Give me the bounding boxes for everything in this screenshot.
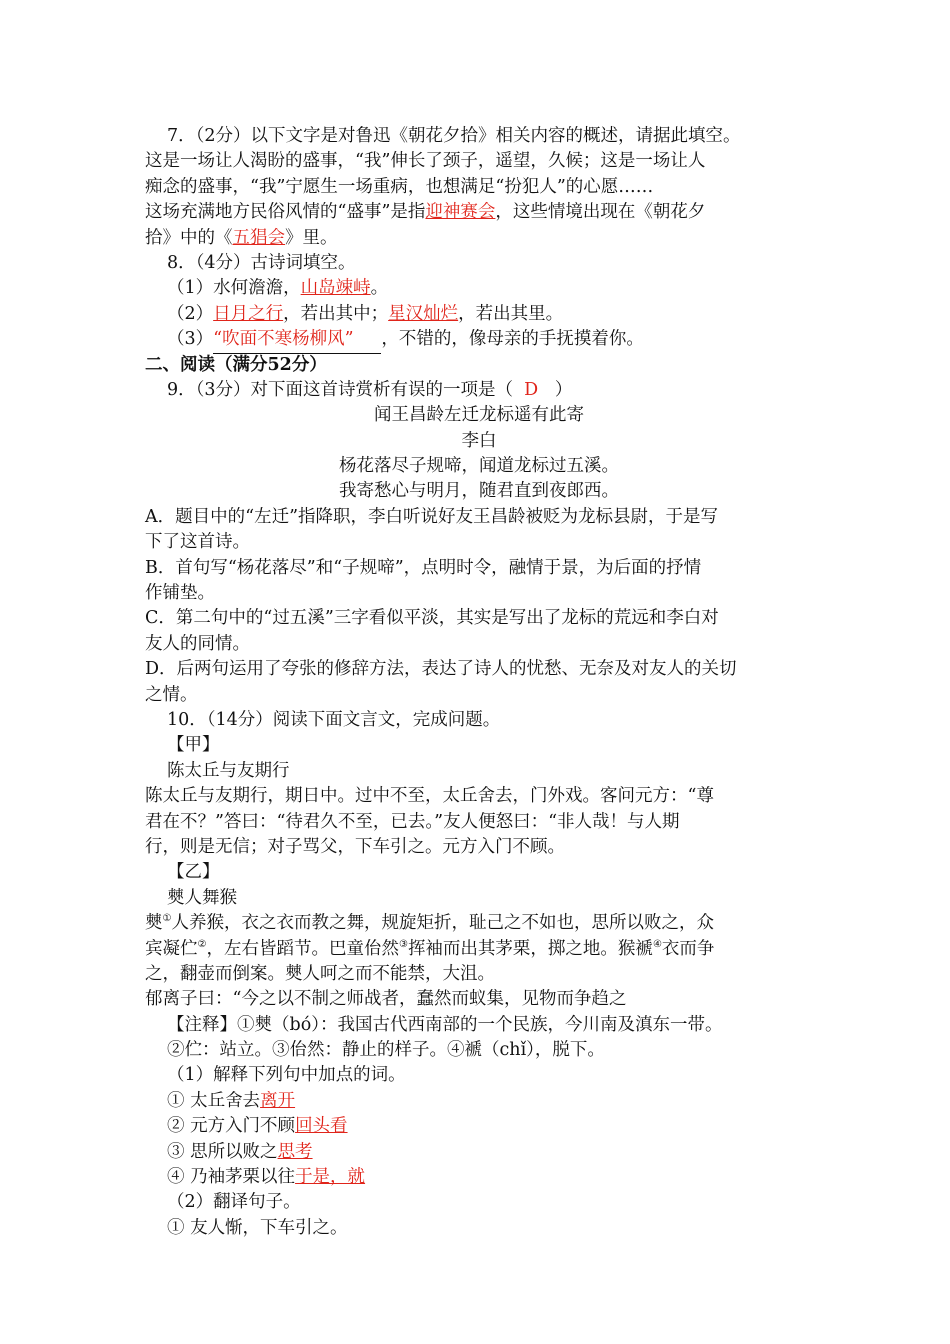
- word-item-4: [145, 1165, 813, 1190]
- exam-page: [145, 124, 813, 1241]
- passage-label-yi: 【乙】: [167, 862, 220, 883]
- q7-text-line: 这是一场让人渴盼的盛事，“我”伸长了颈子，遥望，久候；这是一场让人: [145, 151, 706, 172]
- q7-fill-text: 拾》中的《: [145, 227, 233, 248]
- word-item-3: [145, 1140, 813, 1165]
- q8-answer: 日月之行: [213, 303, 284, 324]
- passage-text: 僰: [145, 913, 163, 934]
- footnote-mark: ④: [652, 938, 662, 950]
- q8-blank: [213, 327, 381, 353]
- passage-yi-line: 郁离子曰：“今之以不制之师战者，蠢然而蚁集，见物而争趋之: [145, 989, 627, 1010]
- option-a: A．题目中的“左迁”指降职，李白听说好友王昌龄被贬为龙标县尉，于是写: [145, 506, 719, 527]
- word-item-1: [145, 1089, 813, 1114]
- sub-question-2: （2）翻译句子。: [167, 1192, 301, 1213]
- option-d: 之情。: [145, 684, 198, 705]
- q8-text: ，若出其里。: [458, 303, 564, 324]
- q9-stem: [145, 378, 813, 403]
- q8-answer: “吹面不寒杨柳风”: [213, 329, 354, 350]
- footnote-mark: ①: [162, 913, 172, 925]
- q8-text: （2）: [167, 303, 214, 324]
- word-text: ④ 乃袖茅栗以往: [167, 1167, 296, 1188]
- q8-text: ，若出其中；: [283, 303, 389, 324]
- passage-label-jia: 【甲】: [167, 735, 220, 756]
- word-item-2: [145, 1114, 813, 1139]
- q7-text-line: 痴念的盛事，“我”宁愿生一场重病，也想满足“扮犯人”的心愿……: [145, 176, 654, 197]
- passage-text: 衣而争: [661, 938, 715, 959]
- passage-text: ，左右皆蹈节。巴童佁然: [206, 938, 399, 959]
- passage-jia-line: 陈太丘与友期行，期日中。过中不至，太丘舍去，门外戏。客问元方：“尊: [145, 786, 714, 807]
- q9-text: 9．（3分）对下面这首诗赏析有误的一项是（: [167, 379, 514, 400]
- passage-text: 挥袖而出其茅栗，掷之地。猴褫: [407, 938, 653, 959]
- word-text: ① 太丘舍去: [167, 1090, 261, 1111]
- footnote-mark: ③: [398, 938, 408, 950]
- sub-question-1: （1）解释下列句中加点的词。: [167, 1065, 406, 1086]
- passage-text: 宾凝伫: [145, 938, 198, 959]
- word-answer: 回头看: [295, 1116, 348, 1137]
- footnote-mark: ②: [197, 938, 207, 950]
- poem-author: 李白: [461, 430, 497, 451]
- passage-text: 人养猴，衣之衣而教之舞，规旋矩折，耻己之不如也，思所以败之，众: [171, 913, 714, 934]
- q7-answer-1: 迎神赛会: [425, 202, 496, 223]
- q7-stem: 7．（2分）以下文字是对鲁迅《朝花夕拾》相关内容的概述，请据此填空。: [167, 126, 741, 146]
- passage-yi-line: [145, 937, 813, 962]
- option-c: 友人的同情。: [145, 633, 250, 654]
- section-title: 二、阅读（满分52分）: [145, 354, 327, 375]
- q7-fill-text: ，这些情境出现在《朝花夕: [495, 202, 706, 223]
- annotation: ②伫：站立。③佁然：静止的样子。④褫（chǐ），脱下。: [167, 1040, 605, 1061]
- passage-jia-line: 行，则是无信；对子骂父，下车引之。元方入门不顾。: [145, 836, 565, 857]
- word-answer: 思考: [277, 1141, 313, 1162]
- q9-answer: D: [524, 379, 539, 400]
- q7-fill-line: [145, 200, 813, 225]
- q8-text: （3）: [167, 329, 214, 350]
- passage-yi-line: [145, 911, 813, 936]
- poem-verse: 杨花落尽子规啼，闻道龙标过五溪。: [339, 456, 619, 477]
- poem-title: 闻王昌龄左迁龙标遥有此寄: [374, 405, 584, 426]
- option-a: 下了这首诗。: [145, 532, 250, 553]
- q7-fill-text: 》里。: [285, 227, 338, 248]
- q8-answer: 星汉灿烂: [388, 303, 459, 324]
- option-b: 作铺垫。: [145, 583, 215, 604]
- passage-title-jia: 陈太丘与友期行: [167, 760, 290, 781]
- annotation: 【注释】①僰（bó）：我国古代西南部的一个民族，今川南及滇东一带。: [167, 1014, 723, 1035]
- q8-answer: 山岛竦峙: [300, 278, 371, 299]
- q9-text: ）: [554, 379, 573, 400]
- q8-text: ，不错的，像母亲的手抚摸着你。: [381, 329, 644, 350]
- q8-text: 。: [370, 278, 389, 299]
- word-text: ③ 思所以败之: [167, 1141, 278, 1162]
- q10-stem: 10．（14分）阅读下面文言文，完成问题。: [167, 709, 501, 730]
- q8-item-2: [145, 302, 813, 327]
- passage-yi-line: 之，翻壶而倒案。僰人呵之而不能禁，大沮。: [145, 963, 495, 984]
- option-b: B．首句写“杨花落尽”和“子规啼”，点明时令，融情于景，为后面的抒情: [145, 557, 702, 578]
- word-answer: 于是，就: [295, 1167, 366, 1188]
- word-text: ② 元方入门不顾: [167, 1116, 296, 1137]
- word-answer: 离开: [260, 1090, 296, 1111]
- q7-answer-2: 五猖会: [232, 227, 285, 248]
- q7-fill-line: [145, 226, 813, 251]
- q8-text: （1）水何澹澹，: [167, 278, 301, 299]
- q8-item-3: [145, 327, 813, 352]
- q8-stem: 8．（4分）古诗词填空。: [167, 252, 356, 273]
- poem-verse: 我寄愁心与明月，随君直到夜郎西。: [339, 481, 619, 502]
- passage-jia-line: 君在不？”答曰：“待君久不至，已去。”友人便怒曰：“非人哉！与人期: [145, 811, 680, 832]
- translate-item-1: ① 友人惭，下车引之。: [167, 1217, 348, 1238]
- q7-fill-text: 这场充满地方民俗风情的“盛事”是指: [145, 202, 426, 223]
- passage-title-yi: 僰人舞猴: [167, 887, 237, 908]
- option-d: D．后两句运用了夸张的修辞方法，表达了诗人的忧愁、无奈及对友人的关切: [145, 659, 737, 680]
- q8-item-1: [145, 276, 813, 301]
- option-c: C．第二句中的“过五溪”三字看似平淡，其实是写出了龙标的荒远和李白对: [145, 608, 719, 629]
